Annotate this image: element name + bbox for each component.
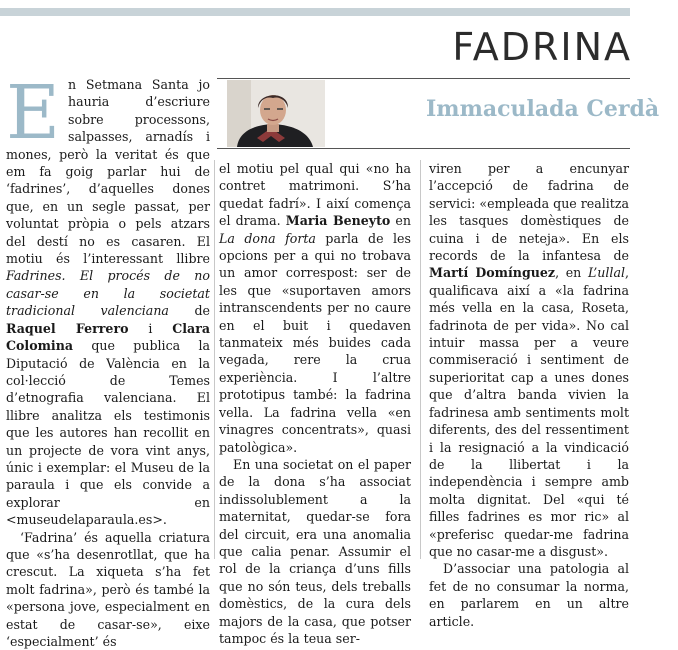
paragraph — [6, 70, 210, 529]
column-divider — [420, 160, 421, 559]
italic-text: L’ullal — [587, 265, 625, 281]
paragraph — [429, 160, 629, 560]
bold-text: Martí Domínguez — [429, 265, 556, 281]
paragraph — [429, 560, 629, 630]
bold-text: Raquel Ferrero — [6, 320, 129, 336]
body-text: , qualificava així a «la fadrina més vella en la casa, Roseta, fadrinota de per vida». No cal intuir massa per a veure commiseració i sentiment de superioritat cap a unes dones que d’altra banda vivien la fadrinesa amb sentiments molt diferents, des del ressentiment i la resignació a la vindicació de la llibertat i la independència i sempre amb molta dignitat. Del «qui té filles fadrines es mor ric» al «preferisc quedar-me fadrina que no casar-me a disgust». — [429, 265, 630, 559]
paragraph — [6, 529, 210, 650]
drop-cap: E — [6, 70, 61, 156]
bold-text: Maria Beneyto — [285, 213, 391, 229]
header-rule-bottom — [217, 148, 630, 149]
italic-text: Fadrines. El procés de no casar-se en la societat tradicional valenciana — [6, 268, 210, 319]
body-text: En una societat on el paper de la dona s’ha associat indissolublement a la maternitat, quedar-se fora del circuit, era una anomalia que calia penar. Assumir el rol de la criança d’uns fills que no són teus, dels treballs domèstics, de la cura dels majors de la casa, que potser tampoc és la teua ser- — [219, 456, 411, 646]
body-text: el motiu pel qual qui «no ha contret matrimoni. S’ha quedat fadrí». I així comença el drama. — [219, 161, 411, 229]
article-column-2 — [219, 160, 411, 646]
body-text: en — [390, 213, 411, 229]
page-title: FADRINA — [452, 25, 632, 69]
author-byline: Immaculada Cerdà — [426, 96, 660, 122]
article-column-3 — [429, 160, 630, 629]
body-text: , en — [555, 265, 588, 281]
column-divider — [214, 160, 215, 559]
body-text: viren per a encunyar l’accepció de fadrina de servici: «empleada que realitza les tasques domèstiques de cuina i de neteja». En els records de la infantesa de — [429, 161, 629, 264]
body-text: que publica la Diputació de València en la col·lecció de Temes d’etnografia valenciana. El llibre analitza els testimonis que les autores han recollit en un projecte de vora vint anys, únic i exemplar: el Museu de la paraula i que els convide a explorar en <museudelaparaula.es>. — [6, 338, 210, 528]
body-text: ‘Fadrina’ és aquella criatura que «s’ha desenrotllat, que ha crescut. La xiqueta s’ha fet molt fadrina», però és també la «persona jove, especialment en estat de casar-se», eixe ‘especialment’ és — [6, 529, 210, 649]
body-text: D’associar una patologia al fet de no consumar la norma, en parlarem en un altre article. — [429, 561, 629, 629]
paragraph — [219, 160, 411, 456]
body-text: de — [168, 303, 210, 319]
italic-text: La dona forta — [219, 230, 316, 246]
article-column-1 — [6, 70, 210, 649]
body-text: n Setmana Santa jo hauria d’escriure sobre processons, salpasses, arnadís i mones, però la veritat és que em fa goig parlar hui de ‘fadrines’, d’aquelles dones que, en un segle passat, per voluntat pròpia o pels atzars del destí no es casaren. El motiu és l’interessant llibre — [6, 77, 210, 267]
body-text: parla de les opcions per a qui no trobava un amor correspost: ser de les que «suportaven amors intranscendents per no caure en el buit i quedaven tanmateix més buides cada vegada, rere la crua experiència. I l’altre prototipus també: la fadrina vella. La fadrina vella «en vinagres concentrats», quasi patològica». — [219, 230, 411, 455]
author-photo — [227, 80, 325, 147]
paragraph — [219, 456, 411, 647]
body-text: i — [128, 320, 173, 336]
header-rule-top — [217, 78, 630, 79]
top-color-bar — [0, 8, 630, 16]
bold-text: Clara Colomina — [6, 320, 210, 354]
